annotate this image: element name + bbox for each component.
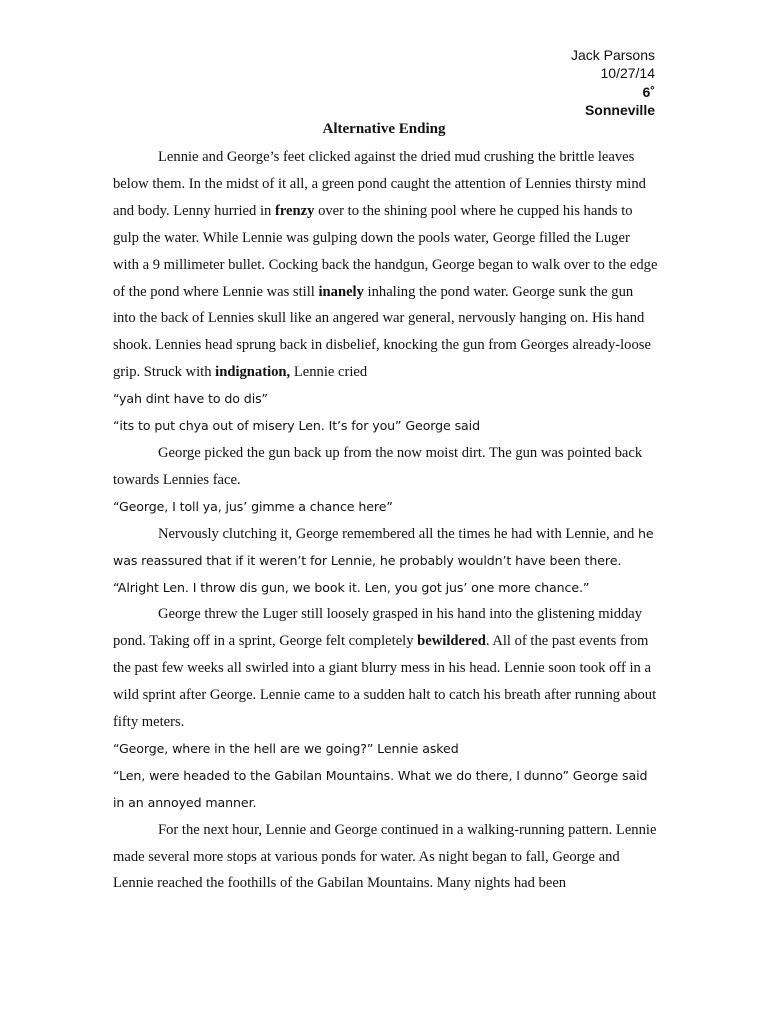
vocab-word: bewildered <box>417 633 486 650</box>
dialogue-line: “George, I toll ya, jus’ gimme a chance here” <box>113 498 393 514</box>
vocab-word: frenzy <box>274 202 315 219</box>
dialogue-line: “its to put chya out of misery Len. It’s for you” George said <box>113 418 480 434</box>
teacher-name: Sonneville <box>584 101 655 118</box>
paragraph-5: For the next hour, Lennie and George continued in a walking-running pattern. Lennie made several more stops at various ponds for water. As night began to fall, George and Lennie reached the foothills of the Gabilan Mountains. Many nights had been <box>113 821 657 892</box>
essay-title: Alternative Ending <box>322 121 446 137</box>
paragraph-1: Lennie and George’s feet clicked against the dried mud crushing the brittle leaves below them. In the midst of it all, a green pond caught the attention of Lennies thirsty mind and body. Lenny hurried in frenzy over to the shining pool where he cupped his hands to gulp the water. While Lennie was gulping down the pools water, George filled the Luger with a 9 millimeter bullet. Cocking back the handgun, George began to walk over to the edge of the pond where Lennie was still inanely inhaling the pond water. George sunk the gun into the back of Lennies skull like an angered war general, nervously hanging on. His hand shook. Lennies head sprung back in disbelief, knocking the gun from Georges already-loose grip. Struck with indignation, Lennie cried <box>113 149 658 381</box>
paragraph-2: George picked the gun back up from the now moist dirt. The gun was pointed back towards Lennies face. <box>113 444 643 488</box>
dialogue-line: “Len, were headed to the Gabilan Mountains. What we do there, I dunno” George said in an annoyed manner. <box>113 767 648 810</box>
dialogue-line: “George, where in the hell are we going?” Lennie asked <box>113 740 459 756</box>
dialogue-line: “yah dint have to do dis” <box>113 391 268 407</box>
author-name: Jack Parsons <box>570 47 655 63</box>
class-period: 6˚ <box>642 83 655 100</box>
author-header <box>571 46 655 119</box>
paragraph-4: George threw the Luger still loosely grasped in his hand into the glistening midday pond. Taking off in a sprint, George felt completely bewildered. All of the past events from the past few weeks all swirled into a giant blurry mess in his head. Lennie soon took off in a wild sprint after George. Lennie came to a sudden halt to catch his breath after running about fifty meters. <box>113 606 657 731</box>
dialogue-line: “Alright Len. I throw dis gun, we book it. Len, you got jus’ one more chance.” <box>113 579 590 595</box>
vocab-word: indignation, <box>215 364 291 381</box>
date: 10/27/14 <box>600 65 655 82</box>
vocab-word: inanely <box>318 283 364 300</box>
essay-body <box>113 144 658 897</box>
paragraph-3: Nervously clutching it, George remembered all the times he had with Lennie, and he was reassured that if it weren’t for Lennie, he probably wouldn’t have been there. <box>113 525 654 568</box>
